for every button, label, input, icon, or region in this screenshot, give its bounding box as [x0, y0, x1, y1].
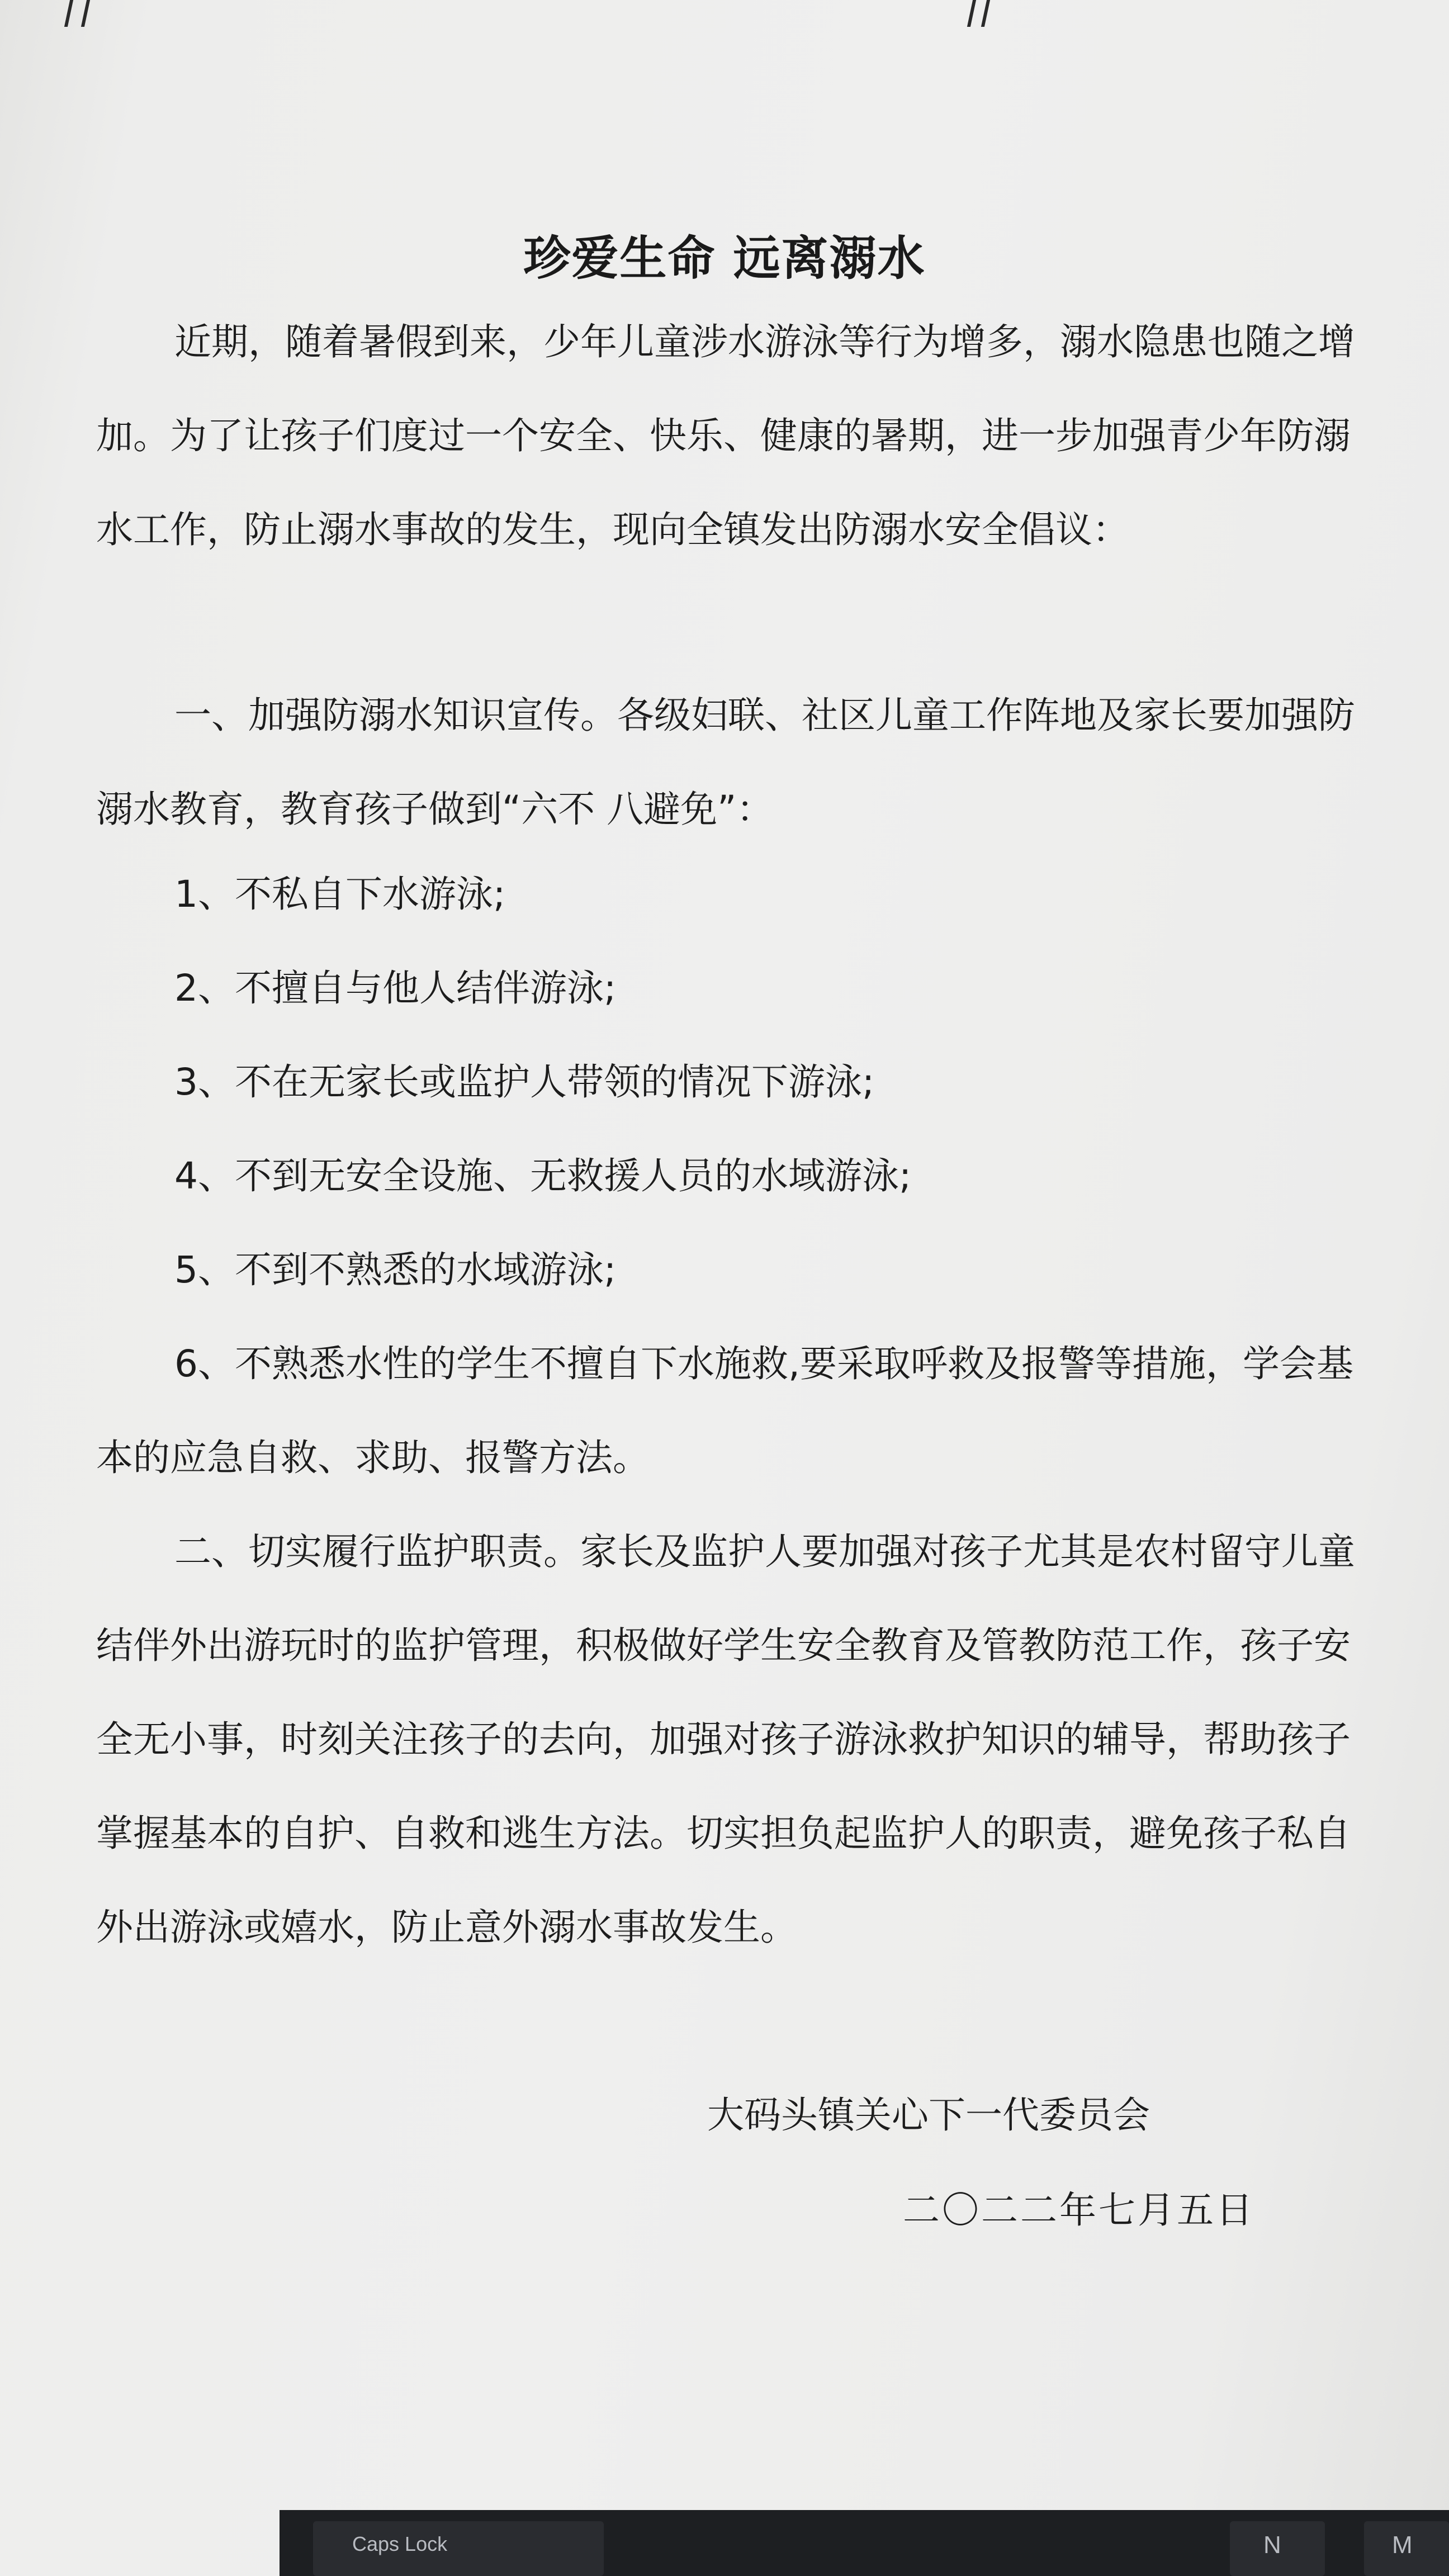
- intro-paragraph: 近期，随着暑假到来，少年儿童涉水游泳等行为增多，溺水隐患也随之增加。为了让孩子们度过一个安全、快乐、健康的暑期，进一步加强青少年防溺水工作，防止溺水事故的发生，现向全镇发出防溺水安全倡议：: [96, 320, 1355, 551]
- rule-item: 4、不到无安全设施、无救援人员的水域游泳;: [174, 1154, 912, 1197]
- caps-lock-key: [313, 2521, 604, 2576]
- rule-item: 1、不私自下水游泳;: [174, 873, 506, 916]
- edge-mark: [81, 0, 90, 27]
- document-date: 二〇二二年七月五日: [903, 2189, 1255, 2232]
- section-one-paragraph: 一、加强防溺水知识宣传。各级妇联、社区儿童工作阵地及家长要加强防溺水教育，教育孩子做到“六不 八避免”：: [96, 694, 1355, 831]
- edge-mark: [967, 0, 976, 27]
- n-key-label: N: [1263, 2531, 1281, 2559]
- signature: 大码头镇关心下一代委员会: [707, 2094, 1150, 2137]
- rule-item: 2、不擅自与他人结伴游泳;: [174, 967, 617, 1010]
- m-key: [1364, 2521, 1449, 2576]
- caps-lock-label: Caps Lock: [352, 2532, 448, 2555]
- rule-item: 3、不在无家长或监护人带领的情况下游泳;: [174, 1060, 875, 1104]
- n-key: [1230, 2521, 1325, 2576]
- rule-item: 6、不熟悉水性的学生不擅自下水施救,要采取呼救及报警等措施，学会基本的应急自救、求助、报警方法。: [96, 1342, 1353, 1479]
- edge-mark: [981, 0, 990, 27]
- rule-item: 5、不到不熟悉的水域游泳;: [174, 1248, 617, 1291]
- m-key-label: M: [1392, 2531, 1413, 2559]
- document-title: 珍爱生命 远离溺水: [523, 231, 926, 286]
- section-two-paragraph: 二、切实履行监护职责。家长及监护人要加强对孩子尤其是农村留守儿童结伴外出游玩时的监护管理，积极做好学生安全教育及管教防范工作，孩子安全无小事，时刻关注孩子的去向，加强对孩子游泳救护知识的辅导，帮助孩子掌握基本的自护、自救和逃生方法。切实担负起监护人的职责，避免孩子私自外出游泳或嬉水，防止意外溺水事故发生。: [96, 1530, 1355, 1949]
- edge-mark: [64, 0, 73, 27]
